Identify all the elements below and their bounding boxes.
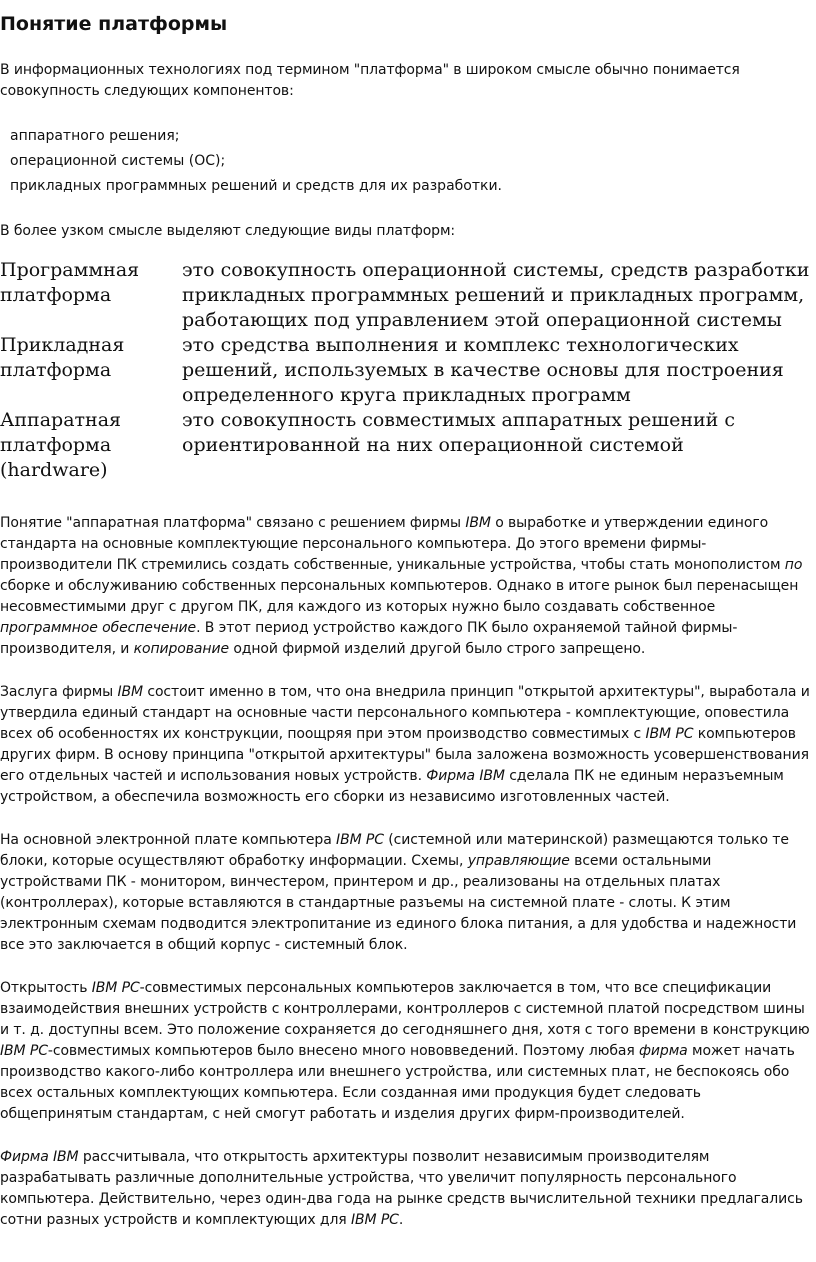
text-run: Открытость bbox=[0, 980, 92, 996]
text-run-italic: Фирма IBM bbox=[0, 1149, 79, 1165]
text-run: о выработке и утверждении единого стандарта на основные комплектующие персонального компьютера. До этого времени фирмы-производители ПК стремились создать собственные, уникальные устройства, чтобы стать монополистом bbox=[0, 515, 785, 573]
text-run: -совместимых персональных компьютеров заключается в том, что все спецификации взаимодействия внешних устройств с контроллерами, контроллеров с системной платой посредством шины и т. д. доступны всем. Это положение сохраняется до сегодняшнего дня, хотя с того времени в конструкцию bbox=[0, 980, 810, 1038]
list-item: аппаратного решения; bbox=[10, 128, 180, 144]
text-run: сделала ПК не единым неразъемным устройством, а обеспечила возможность его сборки из независимо изготовленных частей. bbox=[0, 768, 784, 805]
text-run: одной фирмой изделий другой было строго запрещено. bbox=[228, 641, 646, 657]
text-run: может начать производство какого-либо контроллера или внешнего устройства, или системных плат, не беспокоясь обо всех остальных комплектующих компьютера. Если созданная ими продукция будет следовать общепринятым стандартам, с ней смогут работать и изделия других фирм-производителей. bbox=[0, 1043, 795, 1122]
platform-definition: это совокупность совместимых аппаратных решений с ориентированной на них операционной системой bbox=[182, 409, 735, 456]
paragraph-openness bbox=[0, 978, 816, 1125]
text-run-italic: IBM PC bbox=[336, 832, 384, 848]
list-item: прикладных программных решений и средств для их разработки. bbox=[10, 178, 503, 194]
table-row bbox=[0, 258, 816, 333]
text-run-italic: IBM PC bbox=[91, 980, 140, 996]
paragraph-ibm-expectation bbox=[0, 1147, 816, 1231]
page-title: Понятие платформы bbox=[0, 13, 228, 35]
text-run-italic: IBM bbox=[117, 684, 144, 700]
text-run: сборке и обслуживанию собственных персональных компьютеров. Однако в итоге рынок был перенасыщен несовместимыми друг с другом ПК, для каждого из которых нужно было создавать собственное bbox=[0, 578, 799, 615]
text-run: Понятие "аппаратная платформа" связано с решением фирмы bbox=[0, 515, 466, 531]
intro-paragraph: В информационных технологиях под термином "платформа" в широком смысле обычно понимается совокупность следующих компонентов: bbox=[0, 62, 740, 99]
components-list bbox=[0, 124, 816, 199]
platform-term: Прикладная платформа bbox=[0, 334, 125, 381]
text-run-italic: Фирма IBM bbox=[426, 768, 505, 784]
text-run: . bbox=[398, 1212, 404, 1228]
table-row bbox=[0, 408, 816, 483]
text-run: компьютеров других фирм. В основу принципа "открытой архитектуры" была заложена возможность усовершенствования его отдельных частей и использования новых устройств. bbox=[0, 726, 809, 784]
text-run-italic: IBM bbox=[465, 515, 491, 531]
text-run: состоит именно в том, что она внедрила принцип "открытой архитектуры", выработала и утвердила единый стандарт на основные части персонального компьютера - комплектующие, оповестила всех об особенностях их конструкции, поощряя при этом производство совместимых с bbox=[0, 684, 810, 742]
list-item: операционной системы (ОС); bbox=[10, 153, 226, 169]
text-run: -совместимых компьютеров было внесено много нововведений. Поэтому любая bbox=[47, 1043, 640, 1059]
text-run-italic: управляющие bbox=[467, 853, 570, 869]
text-run: . В этот период устройство каждого ПК было охраняемой тайной фирмы-производителя, и bbox=[0, 620, 738, 657]
text-run: Заслуга фирмы bbox=[0, 684, 118, 700]
text-run-italic: программное обеспечение bbox=[0, 620, 197, 636]
platform-definition: это совокупность операционной системы, средств разработки прикладных программных решений и прикладных программ, работающих под управлением этой операционной системы bbox=[182, 259, 810, 331]
text-run-italic: копирование bbox=[133, 641, 229, 657]
text-run: всеми остальными устройствами ПК - монитором, винчестером, принтером и др., реализованы на отдельных платах (контроллерах), которые вставляются в стандартные разъемы на системной плате - слоты. К этим электронным схемам подводится электропитание из единого блока питания, а для удобства и надежности все это заключается в общий корпус - системный блок. bbox=[0, 853, 797, 953]
platform-term: Программная платформа bbox=[0, 259, 140, 306]
text-run: рассчитывала, что открытость архитектуры позволит независимым производителям разрабатывать различные дополнительные устройства, что увеличит популярность персонального компьютера. Действительно, через один-два года на рынке средств вычислительной техники предлагались сотни разных устройств и комплектующих для bbox=[0, 1149, 803, 1228]
text-run-italic: IBM PC bbox=[350, 1212, 399, 1228]
text-run: На основной электронной плате компьютера bbox=[0, 832, 337, 848]
paragraph-motherboard bbox=[0, 830, 816, 956]
text-run: (системной или материнской) размещаются только те блоки, которые осуществляют обработку информации. Схемы, bbox=[0, 832, 789, 869]
paragraph-hardware-platform bbox=[0, 513, 816, 660]
paragraph-ibm-merit bbox=[0, 682, 816, 808]
text-run-italic: IBM PC bbox=[0, 1043, 48, 1059]
platform-types-table bbox=[0, 258, 816, 483]
text-run-italic: по bbox=[784, 557, 803, 573]
narrow-intro-paragraph: В более узком смысле выделяют следующие виды платформ: bbox=[0, 223, 456, 239]
platform-term: Аппаратная платформа (hardware) bbox=[0, 409, 122, 481]
table-row bbox=[0, 333, 816, 408]
platform-definition: это средства выполнения и комплекс технологических решений, используемых в качестве основы для построения определенного круга прикладных программ bbox=[182, 334, 784, 406]
text-run-italic: IBM PC bbox=[645, 726, 694, 742]
text-run-italic: фирма bbox=[639, 1043, 688, 1059]
